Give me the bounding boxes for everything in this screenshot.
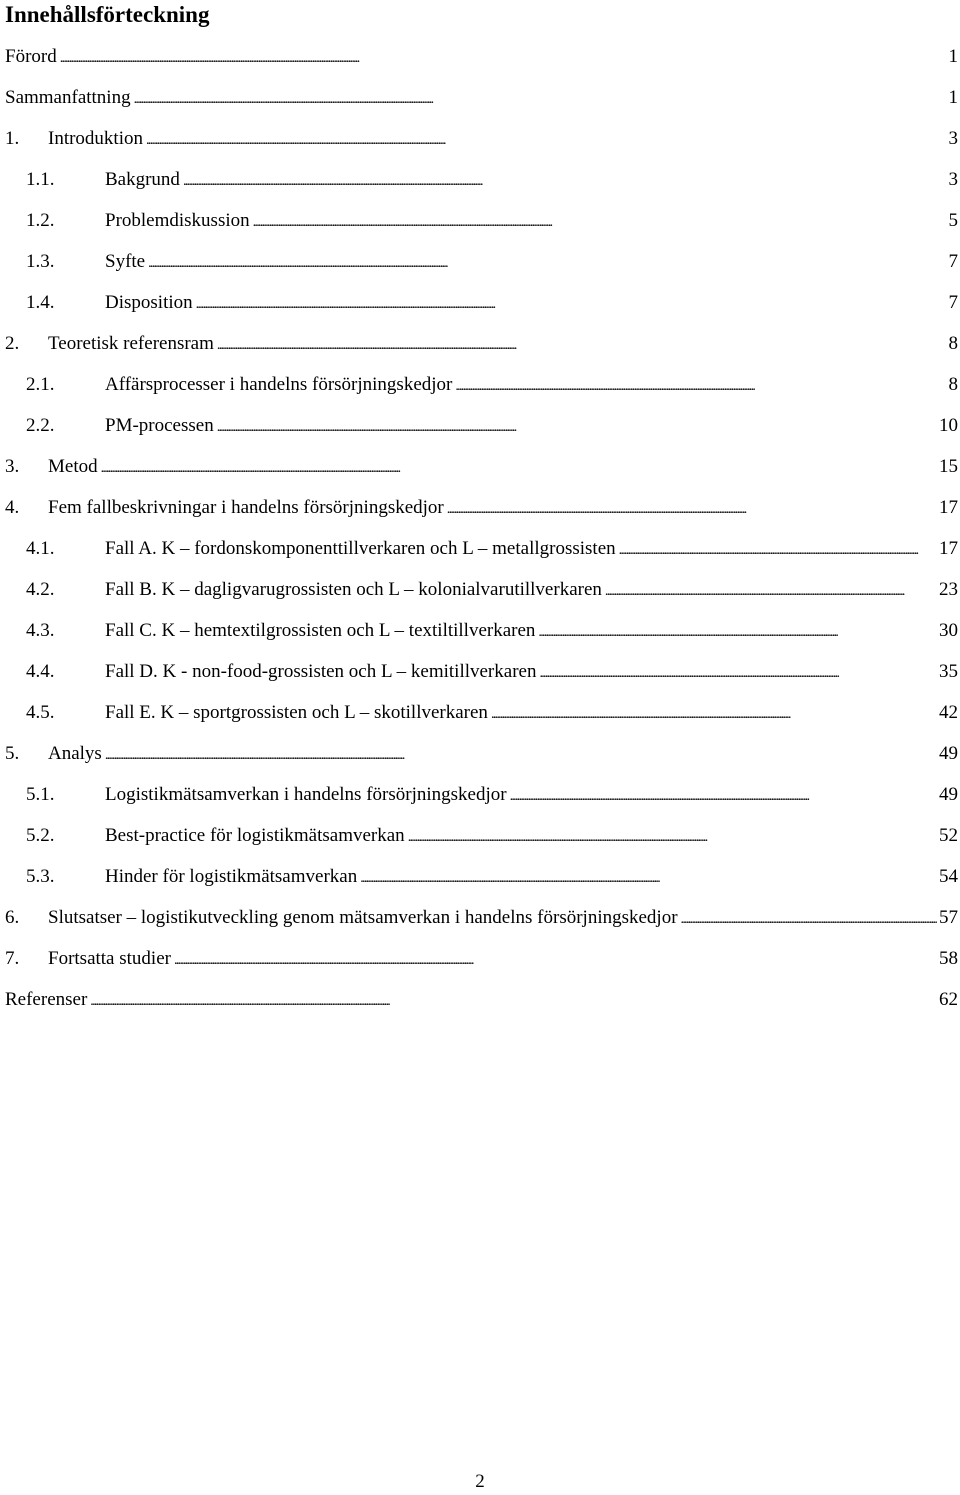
- toc-entry[interactable]: [0, 40, 960, 81]
- dot-leader: [105, 737, 937, 773]
- toc-entry-page: 1: [948, 46, 958, 67]
- table-of-contents: [0, 40, 960, 1024]
- toc-entry-page: 5: [948, 210, 958, 231]
- toc-entry[interactable]: [0, 286, 960, 327]
- dot-leader: [619, 532, 937, 568]
- dot-leader: [174, 942, 937, 978]
- toc-entry-number: 2.: [5, 333, 20, 354]
- toc-entry-page: 54: [939, 866, 958, 887]
- toc-entry-number: 4.: [5, 497, 20, 518]
- toc-entry-page: 8: [948, 374, 958, 395]
- dot-leader: [360, 860, 937, 896]
- toc-entry[interactable]: [0, 696, 960, 737]
- toc-entry-number: 3.: [5, 456, 20, 477]
- toc-entry-title: Analys: [48, 743, 102, 764]
- toc-entry-page: 49: [939, 784, 958, 805]
- toc-entry-title: Fall C. K – hemtextilgrossisten och L – textiltillverkaren: [105, 620, 536, 641]
- toc-entry[interactable]: [0, 245, 960, 286]
- toc-entry-page: 3: [948, 128, 958, 149]
- toc-entry-title: Introduktion: [48, 128, 143, 149]
- dot-leader: [217, 327, 947, 363]
- toc-entry[interactable]: [0, 163, 960, 204]
- toc-entry-number: 5.3.: [26, 866, 55, 887]
- toc-entry-title: Fall E. K – sportgrossisten och L – skotillverkaren: [105, 702, 488, 723]
- dot-leader: [60, 40, 947, 76]
- toc-entry-page: 42: [939, 702, 958, 723]
- dot-leader: [681, 901, 937, 937]
- toc-entry-number: 6.: [5, 907, 20, 928]
- toc-entry-number: 4.2.: [26, 579, 55, 600]
- toc-entry[interactable]: [0, 942, 960, 983]
- toc-entry-page: 17: [939, 538, 958, 559]
- dot-leader: [217, 409, 937, 445]
- dot-leader: [605, 573, 937, 609]
- toc-entry-page: 1: [948, 87, 958, 108]
- toc-entry-number: 1.: [5, 128, 20, 149]
- dot-leader: [510, 778, 937, 814]
- toc-entry-page: 3: [948, 169, 958, 190]
- toc-entry-page: 30: [939, 620, 958, 641]
- dot-leader: [101, 450, 937, 486]
- toc-entry[interactable]: [0, 860, 960, 901]
- dot-leader: [148, 245, 946, 281]
- toc-entry-page: 15: [939, 456, 958, 477]
- toc-entry[interactable]: [0, 532, 960, 573]
- toc-entry[interactable]: [0, 204, 960, 245]
- toc-entry-title: Referenser: [5, 989, 88, 1010]
- toc-entry[interactable]: [0, 491, 960, 532]
- toc-entry-number: 4.1.: [26, 538, 55, 559]
- toc-entry-title: Slutsatser – logistikutveckling genom mätsamverkan i handelns försörjningskedjor: [48, 907, 678, 928]
- dot-leader: [134, 81, 947, 117]
- toc-entry[interactable]: [0, 409, 960, 450]
- toc-entry[interactable]: [0, 901, 960, 942]
- toc-entry[interactable]: [0, 573, 960, 614]
- toc-entry-number: 4.3.: [26, 620, 55, 641]
- toc-entry-title: PM-processen: [105, 415, 214, 436]
- toc-entry[interactable]: [0, 81, 960, 122]
- toc-entry[interactable]: [0, 819, 960, 860]
- toc-entry[interactable]: [0, 614, 960, 655]
- toc-entry[interactable]: [0, 778, 960, 819]
- toc-entry-title: Fall B. K – dagligvarugrossisten och L – kolonialvarutillverkaren: [105, 579, 602, 600]
- toc-entry-title: Fall D. K - non-food-grossisten och L – kemitillverkaren: [105, 661, 537, 682]
- dot-leader: [196, 286, 947, 322]
- toc-entry-page: 7: [948, 292, 958, 313]
- toc-entry-page: 58: [939, 948, 958, 969]
- toc-entry[interactable]: [0, 655, 960, 696]
- toc-entry-title: Förord: [5, 46, 57, 67]
- toc-entry[interactable]: [0, 368, 960, 409]
- toc-entry-page: 17: [939, 497, 958, 518]
- toc-entry-page: 62: [939, 989, 958, 1010]
- toc-entry-title: Problemdiskussion: [105, 210, 250, 231]
- toc-entry-title: Metod: [48, 456, 98, 477]
- dot-leader: [491, 696, 937, 732]
- toc-entry-number: 5.2.: [26, 825, 55, 846]
- toc-entry-title: Fem fallbeskrivningar i handelns försörjningskedjor: [48, 497, 444, 518]
- dot-leader: [408, 819, 937, 855]
- page-number: 2: [475, 1471, 485, 1492]
- toc-entry-title: Sammanfattning: [5, 87, 131, 108]
- toc-entry-page: 52: [939, 825, 958, 846]
- toc-entry-title: Best-practice för logistikmätsamverkan: [105, 825, 405, 846]
- toc-entry[interactable]: [0, 122, 960, 163]
- toc-entry-number: 7.: [5, 948, 20, 969]
- toc-entry-title: Teoretisk referensram: [48, 333, 214, 354]
- toc-entry[interactable]: [0, 983, 960, 1024]
- toc-entry-number: 2.1.: [26, 374, 55, 395]
- dot-leader: [90, 983, 937, 1019]
- toc-entry-title: Syfte: [105, 251, 146, 272]
- toc-entry-number: 1.1.: [26, 169, 55, 190]
- toc-entry-title: Affärsprocesser i handelns försörjningskedjor: [105, 374, 453, 395]
- dot-leader: [447, 491, 937, 527]
- toc-entry-title: Disposition: [105, 292, 193, 313]
- toc-entry[interactable]: [0, 450, 960, 491]
- toc-entry[interactable]: [0, 327, 960, 368]
- toc-entry-number: 4.5.: [26, 702, 55, 723]
- toc-entry-number: 1.2.: [26, 210, 55, 231]
- toc-entry-number: 5.1.: [26, 784, 55, 805]
- dot-leader: [539, 655, 937, 691]
- dot-leader: [253, 204, 947, 240]
- toc-entry-page: 10: [939, 415, 958, 436]
- toc-entry-number: 5.: [5, 743, 20, 764]
- toc-entry-title: Fall A. K – fordonskomponenttillverkaren och L – metallgrossisten: [105, 538, 616, 559]
- toc-entry-page: 7: [948, 251, 958, 272]
- dot-leader: [183, 163, 947, 199]
- toc-entry-page: 35: [939, 661, 958, 682]
- toc-entry-page: 23: [939, 579, 958, 600]
- toc-entry-page: 57: [939, 907, 958, 928]
- toc-heading: Innehållsförteckning: [5, 2, 210, 27]
- toc-entry-page: 8: [948, 333, 958, 354]
- toc-entry-number: 1.4.: [26, 292, 55, 313]
- toc-entry-number: 4.4.: [26, 661, 55, 682]
- toc-entry-number: 1.3.: [26, 251, 55, 272]
- dot-leader: [146, 122, 947, 158]
- toc-entry-page: 49: [939, 743, 958, 764]
- dot-leader: [538, 614, 937, 650]
- toc-entry-title: Logistikmätsamverkan i handelns försörjningskedjor: [105, 784, 507, 805]
- toc-entry-title: Fortsatta studier: [48, 948, 171, 969]
- toc-entry[interactable]: [0, 737, 960, 778]
- toc-entry-title: Bakgrund: [105, 169, 180, 190]
- dot-leader: [455, 368, 946, 404]
- toc-entry-title: Hinder för logistikmätsamverkan: [105, 866, 358, 887]
- toc-entry-number: 2.2.: [26, 415, 55, 436]
